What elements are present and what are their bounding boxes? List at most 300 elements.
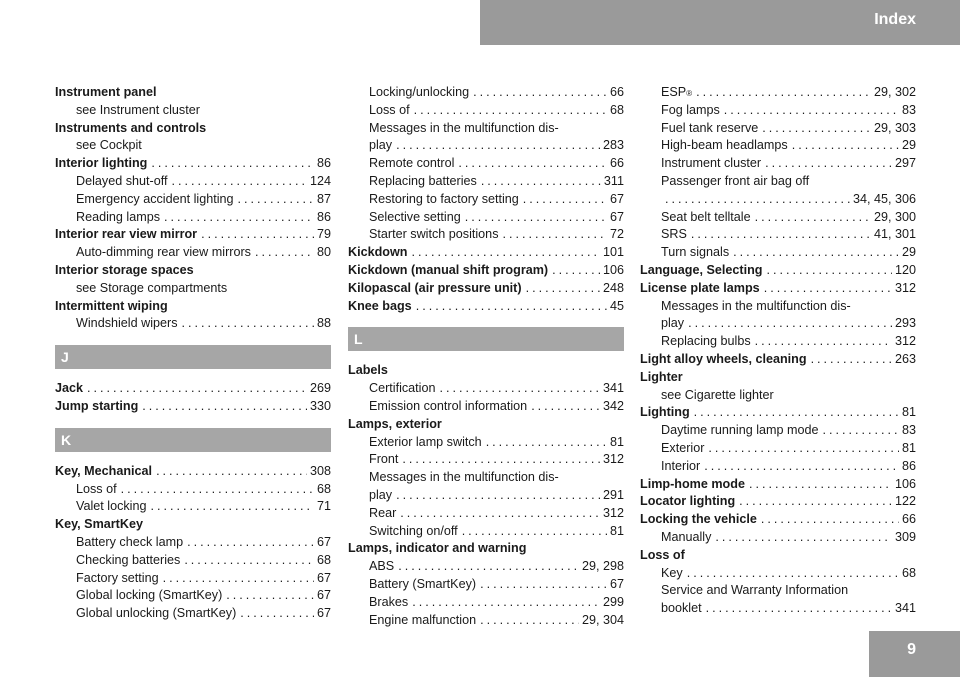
leader-dots: [755, 209, 871, 227]
leader-dots: [503, 226, 607, 244]
index-subentry: [640, 120, 916, 138]
leader-dots: [156, 463, 307, 481]
index-subentry: [348, 434, 624, 452]
entry-page-ref: 299: [602, 594, 624, 609]
leader-dots: [462, 523, 607, 541]
entry-term: Delayed shut-off: [76, 173, 168, 188]
entry-term: Starter switch positions: [369, 227, 499, 242]
entry-term: Battery (SmartKey): [369, 576, 477, 591]
entry-page-ref: 341: [894, 601, 916, 616]
leader-dots: [398, 558, 579, 576]
index-subentry: ESP ® ..... 29, 302: [640, 84, 916, 102]
leader-dots: [733, 244, 899, 262]
index-entry: [348, 298, 624, 316]
index-subentry: [640, 582, 916, 600]
index-subentry: [640, 173, 916, 191]
leader-dots: [792, 137, 899, 155]
entry-term: Interior storage spaces: [55, 262, 194, 277]
entry-page-ref: 67: [316, 606, 331, 621]
entry-term: Lamps, exterior: [348, 416, 442, 431]
index-entry: [640, 351, 916, 369]
leader-dots: [412, 594, 600, 612]
entry-term: High-beam headlamps: [661, 138, 788, 153]
entry-term: see Cigarette lighter: [661, 387, 774, 402]
entry-page-ref: 81: [901, 440, 916, 455]
leader-dots: [811, 351, 892, 369]
entry-term: Auto-dimming rear view mirrors: [76, 245, 251, 260]
index-subentry: [55, 570, 331, 588]
entry-page-ref: 29, 302: [873, 85, 916, 99]
leader-dots: [240, 605, 314, 623]
index-entry: [640, 476, 916, 494]
entry-page-ref: 88: [316, 316, 331, 331]
leader-dots: [694, 404, 899, 422]
index-subentry: [348, 209, 624, 227]
index-subentry: [55, 587, 331, 605]
leader-dots: [396, 487, 600, 505]
index-entry: [348, 416, 624, 434]
entry-page-ref: 312: [894, 280, 916, 295]
leader-dots: [87, 380, 307, 398]
index-entry: [348, 280, 624, 298]
index-subentry: [55, 534, 331, 552]
leader-dots: [706, 600, 892, 618]
index-subentry: [55, 102, 331, 120]
entry-term: Lamps, indicator and warning: [348, 541, 527, 556]
index-subentry: [348, 380, 624, 398]
index-subentry: [348, 451, 624, 469]
index-subentry: [348, 505, 624, 523]
leader-dots: [400, 505, 600, 523]
entry-page-ref: 297: [894, 156, 916, 171]
index-subentry: [640, 440, 916, 458]
leader-dots: [764, 280, 892, 298]
leader-dots: [163, 570, 314, 588]
entry-page-ref: 341: [602, 381, 624, 396]
entry-term: Valet locking: [76, 499, 147, 514]
entry-page-ref: 66: [901, 512, 916, 527]
index-subentry: [55, 209, 331, 227]
entry-page-ref: 293: [894, 316, 916, 331]
index-subentry: [348, 102, 624, 120]
index-subentry: [640, 387, 916, 405]
entry-page-ref: 330: [309, 398, 331, 413]
leader-dots: [396, 137, 600, 155]
entry-term: Rear: [369, 505, 397, 520]
entry-term: Kilopascal (air pressure unit): [348, 280, 522, 295]
leader-dots: [440, 380, 600, 398]
index-subentry: [55, 552, 331, 570]
entry-term: play: [369, 138, 393, 153]
entry-term: Language, Selecting: [640, 262, 763, 277]
entry-term: Manually: [661, 529, 712, 544]
index-entry: [55, 226, 331, 244]
entry-term: Windshield wipers: [76, 316, 178, 331]
entry-page-ref: 81: [609, 434, 624, 449]
entry-term: booklet: [661, 601, 702, 616]
entry-term: see Instrument cluster: [76, 102, 200, 117]
leader-dots: [201, 226, 314, 244]
index-entry: [348, 362, 624, 380]
index-subentry: [55, 280, 331, 298]
leader-dots: [696, 84, 871, 102]
index-column-3: [640, 84, 916, 618]
leader-dots: [765, 155, 892, 173]
entry-term: Key, SmartKey: [55, 517, 143, 532]
entry-term: Instrument cluster: [661, 156, 762, 171]
entry-term: Intermittent wiping: [55, 298, 168, 313]
entry-term: Light alloy wheels, cleaning: [640, 351, 807, 366]
page-number: 9: [907, 641, 916, 658]
entry-page-ref: 291: [602, 487, 624, 502]
entry-term: Locator lighting: [640, 494, 736, 509]
entry-term: Kickdown: [348, 245, 408, 260]
index-entry: [640, 280, 916, 298]
entry-page-ref: 29, 298: [581, 559, 624, 574]
entry-term: Messages in the multifunction dis-: [369, 470, 559, 485]
entry-page-ref: 72: [609, 227, 624, 242]
entry-page-ref: 66: [609, 85, 624, 99]
entry-term: Jump starting: [55, 398, 139, 413]
entry-term: Interior: [661, 458, 701, 473]
index-entry: [640, 404, 916, 422]
leader-dots: [182, 315, 314, 333]
leader-dots: [187, 534, 314, 552]
leader-dots: [164, 209, 314, 227]
index-entry: [640, 493, 916, 511]
index-subentry: [55, 498, 331, 516]
index-subentry: [640, 137, 916, 155]
index-entry: [640, 262, 916, 280]
entry-page-ref: 29, 300: [873, 209, 916, 224]
leader-dots: [184, 552, 314, 570]
entry-term: Lighting: [640, 405, 690, 420]
leader-dots: [486, 434, 607, 452]
entry-page-ref: 80: [316, 245, 331, 260]
entry-term: Turn signals: [661, 245, 730, 260]
leader-dots: [762, 120, 871, 138]
index-subentry: [640, 600, 916, 618]
entry-page-ref: 29: [901, 245, 916, 260]
entry-page-ref: 67: [609, 209, 624, 224]
leader-dots: [414, 102, 607, 120]
entry-term: Front: [369, 452, 399, 467]
index-column-2: [348, 84, 624, 629]
index-subentry: [640, 244, 916, 262]
entry-term: Global unlocking (SmartKey): [76, 606, 237, 621]
index-subentry: [348, 191, 624, 209]
index-subentry: [55, 191, 331, 209]
entry-term: Seat belt telltale: [661, 209, 751, 224]
entry-term: Fog lamps: [661, 102, 720, 117]
entry-page-ref: 29, 303: [873, 120, 916, 135]
entry-term: Replacing bulbs: [661, 334, 751, 349]
index-subentry: [55, 315, 331, 333]
leader-dots: [755, 333, 892, 351]
entry-page-ref: 68: [316, 552, 331, 567]
entry-term: Emergency accident lighting: [76, 191, 234, 206]
entry-term: Fuel tank reserve: [661, 120, 759, 135]
index-subentry: [640, 333, 916, 351]
entry-page-ref: 87: [316, 191, 331, 206]
leader-dots: [665, 191, 850, 209]
entry-term: ABS: [369, 559, 395, 574]
entry-page-ref: 312: [602, 452, 624, 467]
index-subentry: [640, 209, 916, 227]
index-subentry: [55, 173, 331, 191]
entry-term: Engine malfunction: [369, 612, 477, 627]
index-entry: [348, 540, 624, 558]
entry-term: Limp-home mode: [640, 476, 745, 491]
entry-term: Loss of: [76, 481, 117, 496]
entry-term: Remote control: [369, 156, 455, 171]
entry-page-ref: 312: [894, 334, 916, 349]
entry-term: SRS: [661, 227, 687, 242]
index-subentry: [640, 298, 916, 316]
entry-term: Checking batteries: [76, 552, 181, 567]
index-subentry: [348, 155, 624, 173]
entry-page-ref: 68: [901, 565, 916, 580]
entry-term: Knee bags: [348, 298, 412, 313]
entry-page-ref: 81: [609, 523, 624, 538]
index-entry: [55, 120, 331, 138]
leader-dots: [526, 280, 600, 298]
index-entry: [640, 511, 916, 529]
leader-dots: [761, 511, 899, 529]
entry-term: ESP: [661, 85, 687, 99]
index-subentry: [640, 191, 916, 209]
index-entry: [55, 298, 331, 316]
entry-page-ref: 66: [609, 156, 624, 171]
leader-dots: [255, 244, 314, 262]
entry-page-ref: 45: [609, 298, 624, 313]
leader-dots: [480, 576, 607, 594]
section-header: K: [55, 428, 331, 452]
index-entry: [348, 262, 624, 280]
leader-dots: [704, 458, 899, 476]
leader-dots: [552, 262, 600, 280]
index-subentry: [348, 469, 624, 487]
entry-term: Passenger front air bag off: [661, 173, 810, 188]
leader-dots: [238, 191, 314, 209]
entry-term: play: [661, 316, 685, 331]
leader-dots: [715, 529, 892, 547]
entry-term: Emission control information: [369, 398, 528, 413]
entry-page-ref: 67: [316, 570, 331, 585]
entry-term: Restoring to factory setting: [369, 191, 519, 206]
entry-term: Exterior lamp switch: [369, 434, 482, 449]
entry-term: Brakes: [369, 594, 409, 609]
entry-term: Factory setting: [76, 570, 159, 585]
entry-page-ref: 248: [602, 280, 624, 295]
entry-term: Instruments and controls: [55, 120, 207, 135]
leader-dots: [523, 191, 607, 209]
entry-page-ref: 269: [309, 381, 331, 396]
entry-term: Loss of: [640, 547, 685, 562]
index-subentry: [348, 576, 624, 594]
index-subentry: [348, 594, 624, 612]
entry-term: Locking/unlocking: [369, 85, 470, 99]
index-subentry: [640, 529, 916, 547]
index-entry: [55, 398, 331, 416]
entry-term: see Storage compartments: [76, 280, 228, 295]
leader-dots: [531, 398, 600, 416]
leader-dots: [823, 422, 899, 440]
index-subentry: [348, 523, 624, 541]
leader-dots: [688, 315, 892, 333]
entry-page-ref: 106: [894, 476, 916, 491]
entry-term: see Cockpit: [76, 138, 142, 153]
index-subentry: [348, 226, 624, 244]
leader-dots: [142, 398, 307, 416]
leader-dots: [402, 451, 600, 469]
entry-page-ref: 124: [309, 173, 331, 188]
header-tab: [480, 0, 960, 45]
entry-term: Locking the vehicle: [640, 512, 757, 527]
index-subentry: [348, 612, 624, 630]
entry-term: Kickdown (manual shift program): [348, 262, 549, 277]
leader-dots: [749, 476, 892, 494]
leader-dots: [708, 440, 899, 458]
entry-page-ref: 79: [316, 227, 331, 242]
leader-dots: [411, 244, 600, 262]
index-subentry: [348, 84, 624, 102]
entry-page-ref: 120: [894, 262, 916, 277]
entry-term: Labels: [348, 363, 388, 378]
index-subentry: [640, 422, 916, 440]
index-entry: [55, 516, 331, 534]
section-header: L: [348, 327, 624, 351]
index-subentry: [348, 173, 624, 191]
entry-page-ref: 283: [602, 138, 624, 153]
entry-term: Switching on/off: [369, 523, 458, 538]
entry-term: Instrument panel: [55, 85, 157, 99]
leader-dots: [171, 173, 307, 191]
entry-term: Key: [661, 565, 683, 580]
entry-page-ref: 68: [609, 102, 624, 117]
entry-page-ref: 308: [309, 463, 331, 478]
entry-term: Messages in the multifunction dis-: [661, 298, 851, 313]
entry-page-ref: 83: [901, 102, 916, 117]
leader-dots: [766, 262, 892, 280]
entry-term: Reading lamps: [76, 209, 161, 224]
entry-page-ref: 83: [901, 423, 916, 438]
index-subentry: [640, 226, 916, 244]
index-subentry: [348, 487, 624, 505]
leader-dots: [724, 102, 899, 120]
entry-page-ref: 67: [609, 576, 624, 591]
entry-page-ref: 67: [316, 588, 331, 603]
index-subentry: [348, 120, 624, 138]
leader-dots: [465, 209, 607, 227]
leader-dots: [691, 226, 871, 244]
entry-page-ref: 263: [894, 351, 916, 366]
leader-dots: [416, 298, 607, 316]
index-subentry: [55, 137, 331, 155]
index-entry: [55, 463, 331, 481]
entry-page-ref: 342: [602, 398, 624, 413]
leader-dots: [473, 84, 607, 102]
entry-page-ref: 309: [894, 529, 916, 544]
entry-term: play: [369, 487, 393, 502]
index-subentry: [640, 458, 916, 476]
leader-dots: [458, 155, 607, 173]
section-header: J: [55, 345, 331, 369]
leader-dots: [151, 155, 314, 173]
index-subentry: [348, 558, 624, 576]
index-entry: [640, 369, 916, 387]
entry-term: Global locking (SmartKey): [76, 588, 223, 603]
header-title: Index: [874, 11, 916, 28]
index-subentry: [640, 155, 916, 173]
leader-dots: [481, 173, 601, 191]
entry-page-ref: 29: [901, 138, 916, 153]
index-subentry: [55, 481, 331, 499]
leader-dots: [150, 498, 314, 516]
index-entry: [55, 84, 331, 102]
entry-page-ref: 34, 45, 306: [852, 191, 916, 206]
leader-dots: [739, 493, 892, 511]
index-entry: [55, 262, 331, 280]
index-subentry: [640, 315, 916, 333]
entry-term: Battery check lamp: [76, 534, 184, 549]
index-entry: [640, 547, 916, 565]
entry-term: Certification: [369, 381, 436, 396]
entry-term: Lighter: [640, 369, 683, 384]
entry-page-ref: 312: [602, 505, 624, 520]
entry-page-ref: 67: [609, 191, 624, 206]
index-subentry: [640, 102, 916, 120]
entry-page-ref: 71: [316, 499, 331, 514]
entry-page-ref: 86: [316, 156, 331, 171]
entry-term: Messages in the multifunction dis-: [369, 120, 559, 135]
footer-tab: [869, 631, 960, 677]
entry-page-ref: 122: [894, 494, 916, 509]
leader-dots: [226, 587, 314, 605]
index-subentry: [348, 398, 624, 416]
index-subentry: [55, 244, 331, 262]
index-entry: [55, 155, 331, 173]
leader-dots: [480, 612, 579, 630]
entry-term: Key, Mechanical: [55, 463, 153, 478]
index-subentry: [55, 605, 331, 623]
index-subentry: [348, 137, 624, 155]
entry-term: Interior rear view mirror: [55, 227, 198, 242]
entry-page-ref: 86: [901, 458, 916, 473]
entry-term: Loss of: [369, 102, 410, 117]
leader-dots: [121, 481, 314, 499]
entry-term: License plate lamps: [640, 280, 760, 295]
entry-page-ref: 86: [316, 209, 331, 224]
entry-term: Interior lighting: [55, 156, 148, 171]
entry-term: Replacing batteries: [369, 173, 477, 188]
index-subentry: [640, 565, 916, 583]
entry-term: Exterior: [661, 440, 705, 455]
leader-dots: [687, 565, 899, 583]
index-entry: [55, 380, 331, 398]
entry-page-ref: 106: [602, 262, 624, 277]
entry-page-ref: 101: [602, 245, 624, 260]
entry-term: Jack: [55, 381, 84, 396]
entry-page-ref: 29, 304: [581, 612, 624, 627]
index-entry: [348, 244, 624, 262]
entry-page-ref: 67: [316, 534, 331, 549]
entry-page-ref: 68: [316, 481, 331, 496]
entry-term: Service and Warranty Information: [661, 583, 849, 598]
entry-term: Daytime running lamp mode: [661, 423, 819, 438]
entry-page-ref: 41, 301: [873, 227, 916, 242]
index-column-1: [55, 84, 331, 623]
